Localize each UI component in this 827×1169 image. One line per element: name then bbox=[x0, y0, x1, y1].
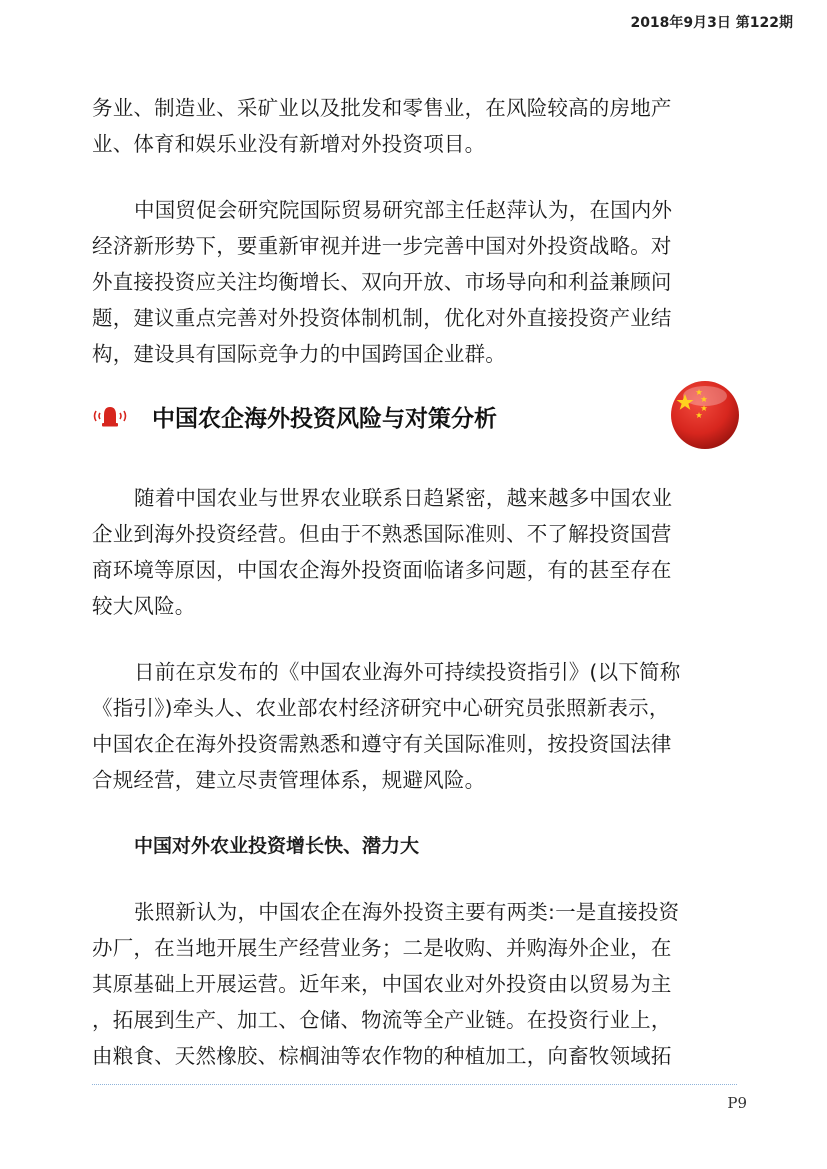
issue-date: 2018年9月3日 第122期 bbox=[630, 15, 793, 31]
alarm-bell-icon bbox=[92, 403, 132, 429]
article-body bbox=[92, 480, 737, 1104]
article-top bbox=[92, 90, 737, 402]
subheading: 中国对外农业投资增长快、潜力大 bbox=[134, 835, 420, 857]
paragraph-3 bbox=[92, 480, 737, 624]
text-line: 业、体育和娱乐业没有新增对外投资项目。 bbox=[92, 132, 486, 156]
text-line: 其原基础上开展运营。近年来，中国农业对外投资由以贸易为主 bbox=[92, 972, 672, 996]
text-line: 外直接投资应关注均衡增长、双向开放、市场导向和利益兼顾问 bbox=[92, 270, 672, 294]
section-title: 中国农企海外投资风险与对策分析 bbox=[152, 406, 497, 432]
text-line: 商环境等原因，中国农企海外投资面临诸多问题，有的甚至存在 bbox=[92, 558, 672, 582]
text-line: ，拓展到生产、加工、仓储、物流等全产业链。在投资行业上， bbox=[92, 1008, 672, 1032]
section-header bbox=[92, 392, 752, 452]
text-line: 日前在京发布的《中国农业海外可持续投资指引》(以下简称 bbox=[134, 660, 681, 684]
text-line: 办厂，在当地开展生产经营业务；二是收购、并购海外企业，在 bbox=[92, 936, 672, 960]
text-line: 《指引》)牵头人、农业部农村经济研究中心研究员张照新表示， bbox=[92, 696, 670, 720]
text-line: 中国农企在海外投资需熟悉和遵守有关国际准则，按投资国法律 bbox=[92, 732, 672, 756]
paragraph-4 bbox=[92, 654, 737, 798]
text-line: 较大风险。 bbox=[92, 594, 196, 618]
subheading-block bbox=[92, 828, 737, 864]
paragraph-5 bbox=[92, 894, 737, 1074]
text-line: 随着中国农业与世界农业联系日趋紧密，越来越多中国农业 bbox=[134, 486, 673, 510]
paragraph-1 bbox=[92, 90, 737, 162]
page-number: P9 bbox=[727, 1094, 747, 1112]
text-line: 由粮食、天然橡胶、棕榈油等农作物的种植加工，向畜牧领域拓 bbox=[92, 1044, 672, 1068]
text-line: 合规经营，建立尽责管理体系，规避风险。 bbox=[92, 768, 486, 792]
text-line: 中国贸促会研究院国际贸易研究部主任赵萍认为，在国内外 bbox=[134, 198, 673, 222]
paragraph-2 bbox=[92, 192, 737, 372]
text-line: 题，建议重点完善对外投资体制机制，优化对外直接投资产业结 bbox=[92, 306, 672, 330]
text-line: 企业到海外投资经营。但由于不熟悉国际准则、不了解投资国营 bbox=[92, 522, 672, 546]
text-line: 张照新认为，中国农企在海外投资主要有两类:一是直接投资 bbox=[134, 900, 680, 924]
text-line: 经济新形势下，要重新审视并进一步完善中国对外投资战略。对 bbox=[92, 234, 672, 258]
footer-divider bbox=[92, 1084, 737, 1085]
text-line: 务业、制造业、采矿业以及批发和零售业，在风险较高的房地产 bbox=[92, 96, 672, 120]
text-line: 构，建设具有国际竞争力的中国跨国企业群。 bbox=[92, 342, 506, 366]
china-flag-ball-icon bbox=[669, 379, 741, 451]
